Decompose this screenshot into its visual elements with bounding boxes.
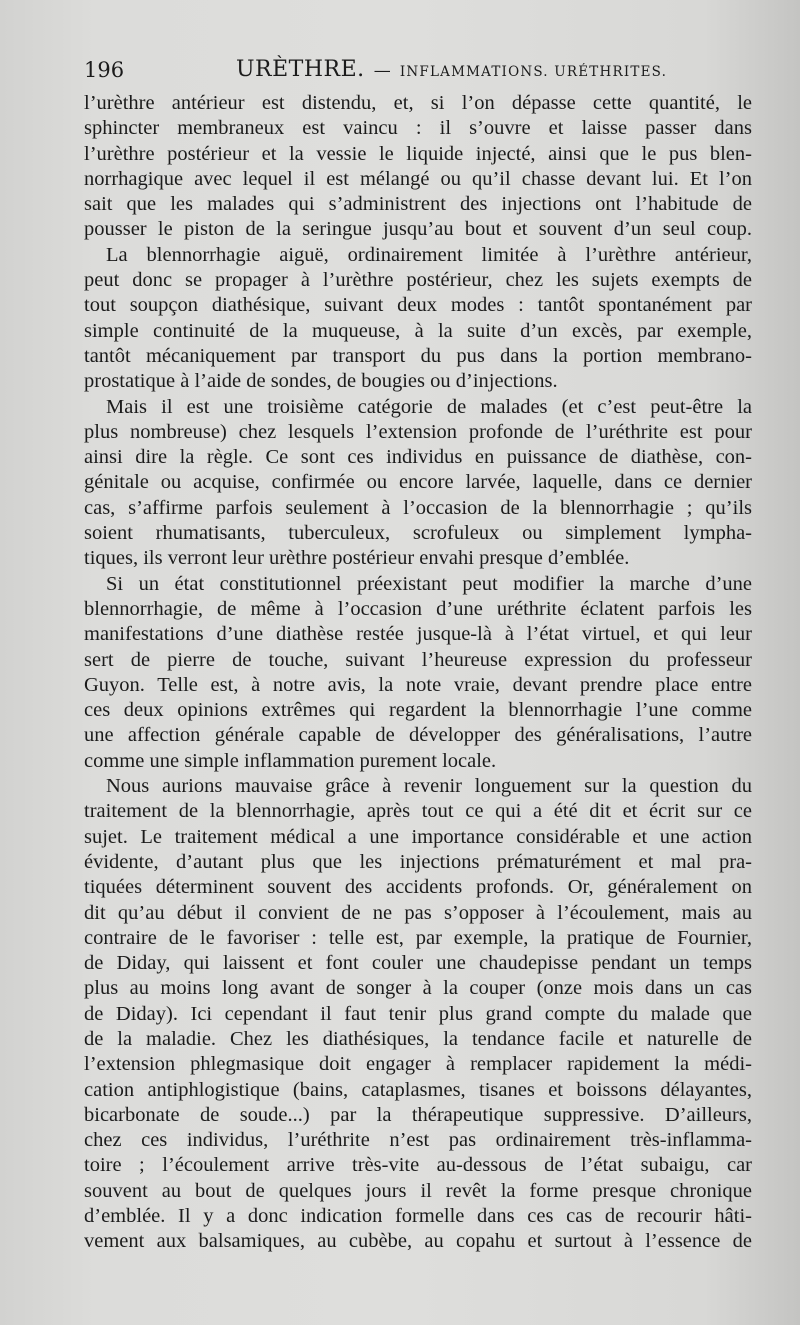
text-line: de Diday). Ici cependant il faut tenir plus grand compte du malade que	[84, 1002, 752, 1025]
body-text	[84, 91, 752, 1255]
text-line: sert de pierre de touche, suivant l’heureuse expression du professeur	[84, 648, 752, 671]
text-line: traitement de la blennorrhagie, après tout ce qui a été dit et écrit sur ce	[84, 800, 752, 823]
text-line: sait que les malades qui s’administrent des injections ont l’habitude de	[84, 193, 752, 216]
text-line: ainsi dire la règle. Ce sont ces individus en puissance de diathèse, con-	[84, 446, 752, 469]
text-line: tantôt mécaniquement par transport du pus dans la portion membrano-	[84, 344, 752, 367]
text-line: contraire de le favoriser : telle est, par exemple, la pratique de Fournier,	[84, 926, 752, 949]
text-line: tiquées déterminent souvent des accidents profonds. Or, généralement on	[84, 876, 752, 899]
text-line: ces deux opinions extrêmes qui regardent la blennorrhagie l’une comme	[84, 699, 752, 722]
title-separator: —	[373, 61, 391, 81]
text-line: toire ; l’écoulement arrive très-vite au-dessous de l’état subaigu, car	[84, 1154, 752, 1177]
text-line: tiques, ils verront leur urèthre postérieur envahi presque d’emblée.	[84, 547, 630, 570]
text-line: tout soupçon diathésique, suivant deux modes : tantôt spontanément par	[84, 294, 752, 317]
text-line: prostatique à l’aide de sondes, de bougies ou d’injections.	[84, 370, 558, 393]
text-line: cation antiphlogistique (bains, cataplasmes, tisanes et boissons délayantes,	[84, 1078, 752, 1101]
text-line: plus nombreuse) chez lesquels l’extension profonde de l’uréthrite est pour	[84, 420, 752, 443]
text-line: soient rhumatisants, tuberculeux, scrofuleux ou simplement lympha-	[84, 522, 752, 545]
text-line: génitale ou acquise, confirmée ou encore larvée, laquelle, dans ce dernier	[84, 471, 752, 494]
running-title	[236, 56, 667, 86]
text-line: dit qu’au début il convient de ne pas s’opposer à l’écoulement, mais au	[84, 901, 752, 924]
text-line: Si un état constitutionnel préexistant peut modifier la marche d’une	[106, 572, 752, 595]
text-line: La blennorrhagie aiguë, ordinairement limitée à l’urèthre antérieur,	[106, 243, 752, 266]
text-line: l’urèthre antérieur est distendu, et, si l’on dépasse cette quantité, le	[84, 92, 752, 114]
text-line: pousser le piston de la seringue jusqu’au bout et souvent d’un seul coup.	[84, 218, 752, 241]
page-number: 196	[84, 58, 125, 82]
text-line: norrhagique avec lequel il est mélangé ou qu’il chasse devant lui. Et l’on	[84, 167, 752, 190]
text-line: l’urèthre postérieur et la vessie le liquide injecté, ainsi que le pus blen-	[84, 142, 752, 165]
text-line: sphincter membraneux est vaincu : il s’ouvre et laisse passer dans	[84, 117, 752, 140]
text-line: blennorrhagie, de même à l’occasion d’une uréthrite éclatent parfois les	[84, 597, 752, 620]
chapter-title: URÈTHRE.	[236, 57, 365, 82]
text-line: souvent au bout de quelques jours il revêt la forme presque chronique	[84, 1179, 752, 1202]
text-line: sujet. Le traitement médical a une importance considérable et une action	[84, 825, 752, 848]
text-line: de Diday, qui laissent et font couler une chaudepisse pendant un temps	[84, 952, 752, 975]
text-line: l’extension phlegmasique doit engager à remplacer rapidement la médi-	[84, 1053, 752, 1076]
text-line: vement aux balsamiques, au cubèbe, au copahu et surtout à l’essence de	[84, 1230, 752, 1253]
text-line: manifestations d’une diathèse restée jusque-là à l’état virtuel, et qui leur	[84, 623, 752, 646]
text-line: simple continuité de la muqueuse, à la suite d’un excès, par exemple,	[84, 319, 752, 342]
text-line: bicarbonate de soude...) par la thérapeutique suppressive. D’ailleurs,	[84, 1103, 752, 1126]
text-line: chez ces individus, l’uréthrite n’est pas ordinairement très-inflamma-	[84, 1129, 752, 1152]
text-line: une affection générale capable de développer des généralisations, l’autre	[84, 724, 752, 747]
text-line: évidente, d’autant plus que les injections prématurément et mal pra-	[84, 850, 752, 873]
running-header	[84, 56, 754, 88]
section-subtitle: INFLAMMATIONS. URÉTHRITES.	[399, 64, 668, 80]
text-line: peut donc se propager à l’urèthre postérieur, chez les sujets exempts de	[84, 269, 752, 292]
text-line: cas, s’affirme parfois seulement à l’occasion de la blennorrhagie ; qu’ils	[84, 496, 752, 519]
text-line: plus au moins long avant de songer à la couper (onze mois dans un cas	[84, 977, 752, 1000]
text-line: de la maladie. Chez les diathésiques, la tendance facile et naturelle de	[84, 1027, 752, 1050]
text-line: d’emblée. Il y a donc indication formelle dans ces cas de recourir hâti-	[84, 1205, 752, 1228]
text-line: comme une simple inflammation purement locale.	[84, 749, 497, 772]
text-line: Guyon. Telle est, à notre avis, la note vraie, devant prendre place entre	[84, 673, 752, 696]
text-line: Nous aurions mauvaise grâce à revenir longuement sur la question du	[106, 775, 752, 798]
text-line: Mais il est une troisième catégorie de malades (et c’est peut-être la	[106, 395, 752, 418]
